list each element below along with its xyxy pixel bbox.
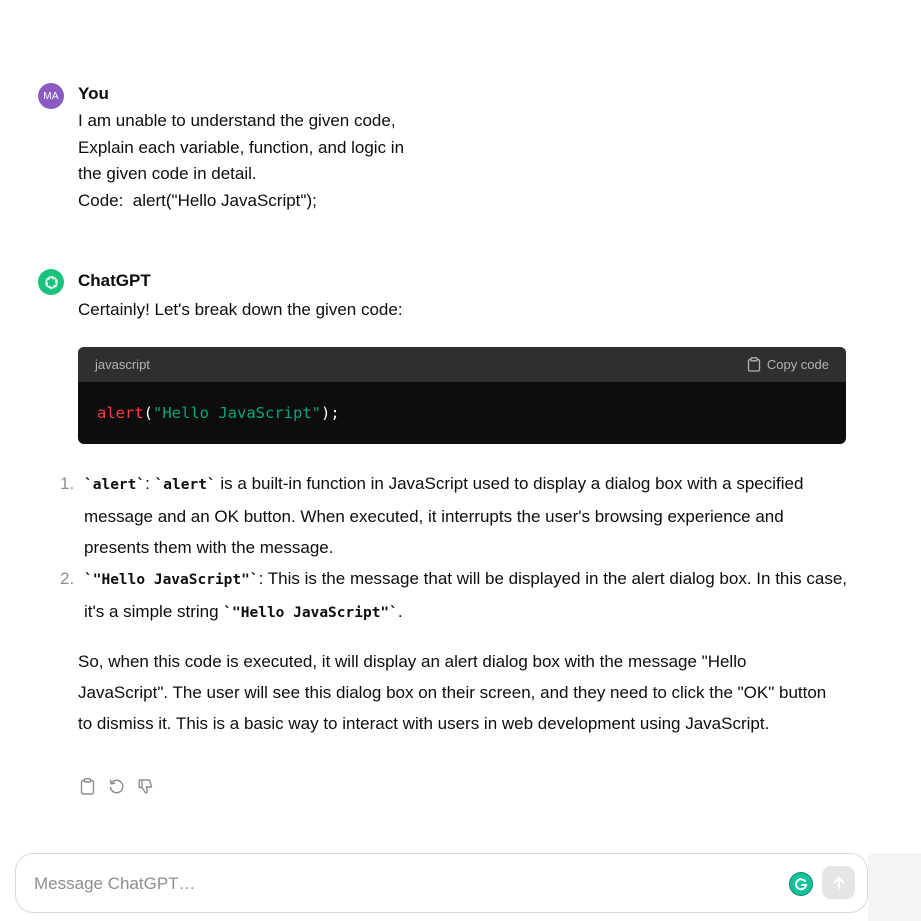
code-content [78, 382, 846, 444]
code-block [78, 347, 846, 444]
user-author-name: You [78, 84, 109, 103]
message-composer [15, 853, 868, 913]
copy-code-label: Copy code [766, 357, 829, 372]
code-token-close: ); [321, 404, 340, 422]
clipboard-icon [747, 357, 761, 372]
inline-code: `"Hello JavaScript"` [84, 572, 259, 588]
thumbs-down-icon [137, 778, 154, 795]
copy-message-button[interactable] [78, 777, 97, 796]
code-token-paren: ( [143, 404, 154, 422]
openai-logo-icon [43, 274, 60, 291]
copy-code-button[interactable] [747, 357, 829, 372]
chatgpt-author-name: ChatGPT [78, 271, 151, 290]
list-item [60, 468, 850, 563]
inline-code: `alert` [154, 477, 216, 493]
assistant-closing-paragraph: So, when this code is executed, it will display an alert dialog box with the message "Hello JavaScript". The user will see this dialog box on their screen, and they need to click the "OK" button to dismiss it. This is a basic way to interact with users in web development using JavaScript. [78, 652, 827, 733]
inline-code: `"Hello JavaScript"` [223, 605, 398, 621]
code-token-function: alert [97, 404, 144, 422]
user-message-line: Code: alert("Hello JavaScript"); [78, 190, 317, 210]
message-input[interactable] [34, 871, 734, 897]
clipboard-icon [80, 778, 95, 795]
regenerate-icon [108, 778, 125, 795]
list-item-text: is a built-in function in JavaScript used to display a dialog box with a specified message and an OK button. When executed, it interrupts the user's browsing experience and presents them with the message. [84, 474, 804, 557]
user-avatar-initials: MA [43, 90, 59, 102]
send-button[interactable] [822, 866, 855, 899]
user-message-line: I am unable to understand the given code, [78, 111, 396, 130]
code-token-string: "Hello JavaScript" [153, 404, 321, 422]
grammarly-icon[interactable] [789, 872, 813, 896]
assistant-intro: Certainly! Let's break down the given code: [78, 300, 403, 319]
user-message-line: Explain each variable, function, and logic in [78, 137, 405, 157]
code-block-header [78, 347, 846, 382]
list-item-separator: : [145, 474, 155, 493]
scroll-area-edge [868, 853, 921, 921]
thumbs-down-button[interactable] [136, 777, 155, 796]
chatgpt-avatar [38, 269, 64, 295]
list-item-number: 2. [60, 569, 75, 588]
message-actions [78, 777, 155, 796]
list-item-number: 1. [60, 474, 75, 493]
list-item-end: . [397, 602, 403, 621]
list-item-text: : This is the message that will be displayed in the alert dialog box. In this case, it's a simple string [84, 569, 848, 621]
arrow-up-icon [831, 875, 847, 891]
regenerate-button[interactable] [107, 777, 126, 796]
explanation-list [60, 468, 850, 629]
inline-code: `alert` [84, 477, 146, 493]
user-avatar [38, 83, 64, 109]
code-language-label: javascript [95, 357, 150, 372]
user-message-line: the given code in detail. [78, 164, 257, 183]
list-item [60, 563, 850, 629]
user-message [78, 108, 404, 214]
